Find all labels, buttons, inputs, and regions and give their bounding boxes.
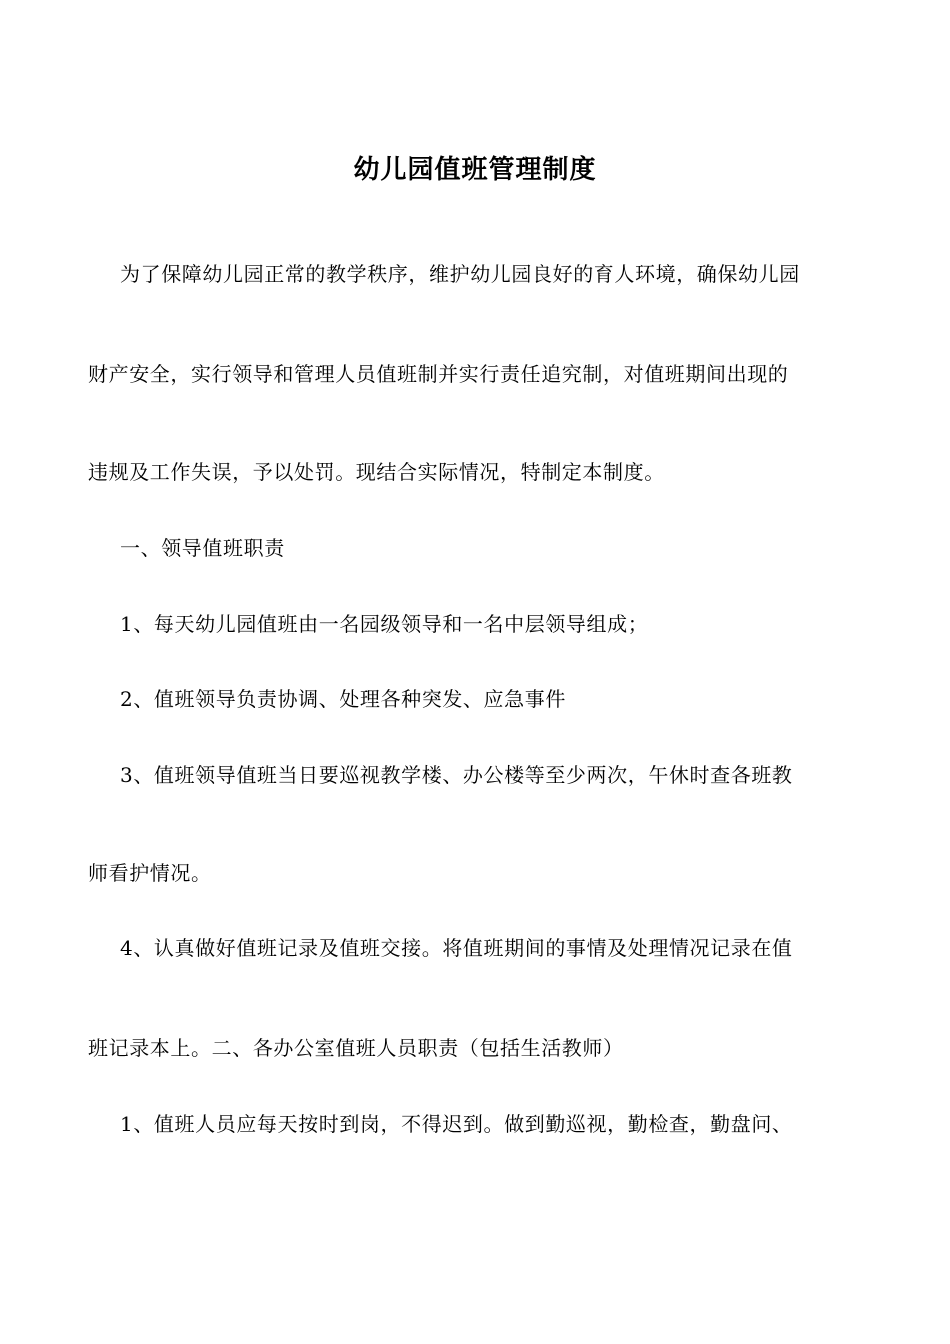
document-title: 幼儿园值班管理制度 <box>353 155 597 185</box>
list-item: 4、认真做好值班记录及值班交接。将值班期间的事情及处理情况记录在值 <box>120 936 793 960</box>
paragraph-line: 财产安全，实行领导和管理人员值班制并实行责任追究制，对值班期间出现的 <box>88 362 789 386</box>
list-item: 1、每天幼儿园值班由一名园级领导和一名中层领导组成； <box>120 612 649 636</box>
paragraph-line: 师看护情况。 <box>88 861 212 885</box>
paragraph-line: 违规及工作失误，予以处罚。现结合实际情况，特制定本制度。 <box>88 460 665 484</box>
list-item: 2、值班领导负责协调、处理各种突发、应急事件 <box>120 687 566 711</box>
list-item: 1、值班人员应每天按时到岗，不得迟到。做到勤巡视，勤检查，勤盘问、 <box>120 1112 793 1136</box>
paragraph-line: 班记录本上。二、各办公室值班人员职责（包括生活教师） <box>88 1036 624 1060</box>
list-item: 3、值班领导值班当日要巡视教学楼、办公楼等至少两次，午休时查各班教 <box>120 763 793 787</box>
paragraph-line: 为了保障幼儿园正常的教学秩序，维护幼儿园良好的育人环境，确保幼儿园 <box>120 262 800 286</box>
section-heading: 一、领导值班职责 <box>120 536 285 560</box>
